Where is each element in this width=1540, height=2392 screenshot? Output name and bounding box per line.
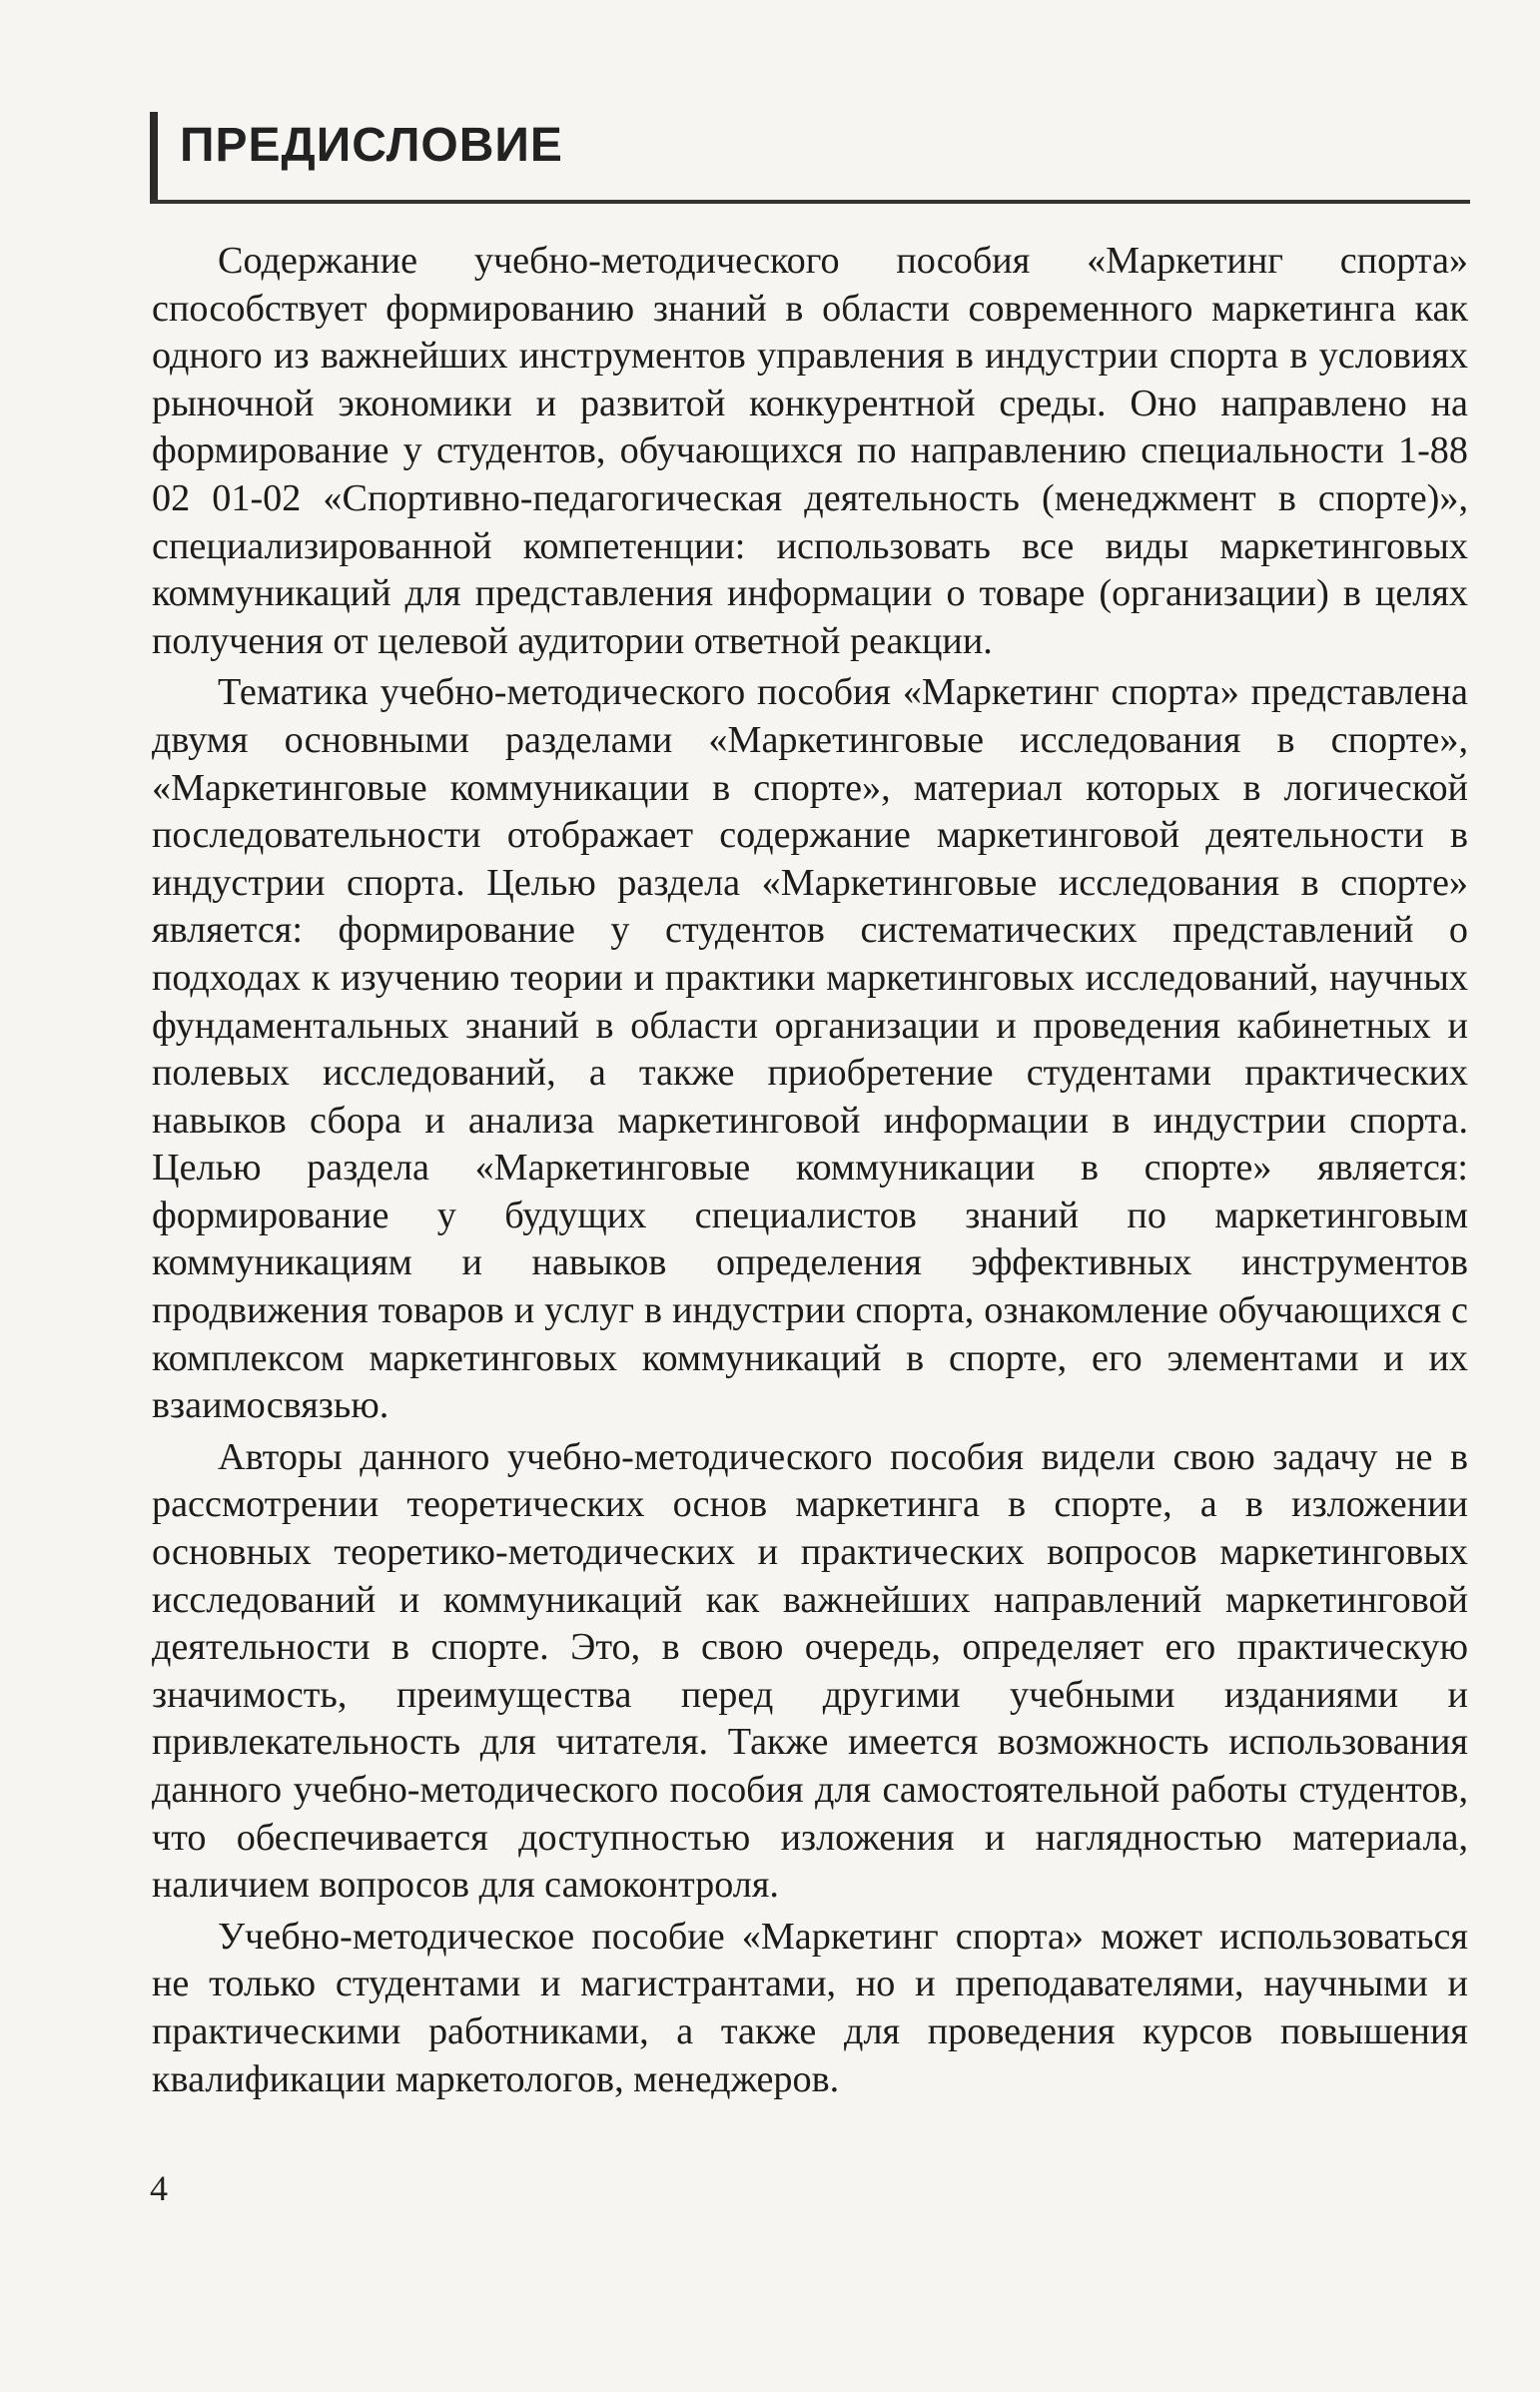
paragraph-4: Учебно-методическое пособие «Маркетинг спорта» может использоваться не только студентами и магистрантами, но и преподавателями, научными и практическими работниками, а также для проведения курсов повышения квалификации маркетологов, менеджеров. — [152, 1915, 1468, 2100]
paragraph-2: Тематика учебно-методического пособия «Маркетинг спорта» представлена двумя основными разделами «Маркетинговые исследования в спорте», «Маркетинговые коммуникации в спорте», материал которых в логической последовательности отображает содержание маркетинговой деятельности в индустрии спорта. Целью раздела «Маркетинговые исследования в спорте» является: формирование у студентов систематических представлений о подходах к изучению теории и практики маркетинговых исследований, научных фундаментальных знаний в области организации и проведения кабинетных и полевых исследований, а также приобретение студентами практических навыков сбора и анализа маркетинговой информации в индустрии спорта. Целью раздела «Маркетинговые коммуникации в спорте» является: формирование у будущих специалистов знаний по маркетинговым коммуникациям и навыков определения эффективных инструментов продвижения товаров и услуг в индустрии спорта, ознакомление обучающихся с комплексом маркетинговых коммуникаций в спорте, его элементами и их взаимосвязью. — [152, 671, 1468, 1427]
body-text — [152, 238, 1468, 2107]
page-number: 4 — [150, 2168, 168, 2208]
heading-underline — [150, 200, 1470, 204]
paragraph-1: Содержание учебно-методического пособия «Маркетинг спорта» способствует формированию знаний в области современного маркетинга как одного из важнейших инструментов управления в индустрии спорта в условиях рыночной экономики и развитой конкурентной среды. Оно направлено на формирование у студентов, обучающихся по направлению специальности 1-88 02 01-02 «Спортивно-педагогическая деятельность (менеджмент в спорте)», специализированной компетенции: использовать все виды маркетинговых коммуникаций для представления информации о товаре (организации) в целях получения от целевой аудитории ответной реакции. — [152, 240, 1468, 662]
section-heading: ПРЕДИСЛОВИЕ — [180, 119, 563, 172]
paragraph-3: Авторы данного учебно-методического пособия видели свою задачу не в рассмотрении теоретических основ маркетинга в спорте, а в изложении основных теоретико-методических и практических вопросов маркетинговых исследований и коммуникаций как важнейших направлений маркетинговой деятельности в спорте. Это, в свою очередь, определяет его практическую значимость, преимущества перед другими учебными изданиями и привлекательность для читателя. Также имеется возможность использования данного учебно-методического пособия для самостоятельной работы студентов, что обеспечивается доступностью изложения и наглядностью материала, наличием вопросов для самоконтроля. — [152, 1435, 1468, 1907]
heading-accent-bar — [150, 112, 158, 202]
